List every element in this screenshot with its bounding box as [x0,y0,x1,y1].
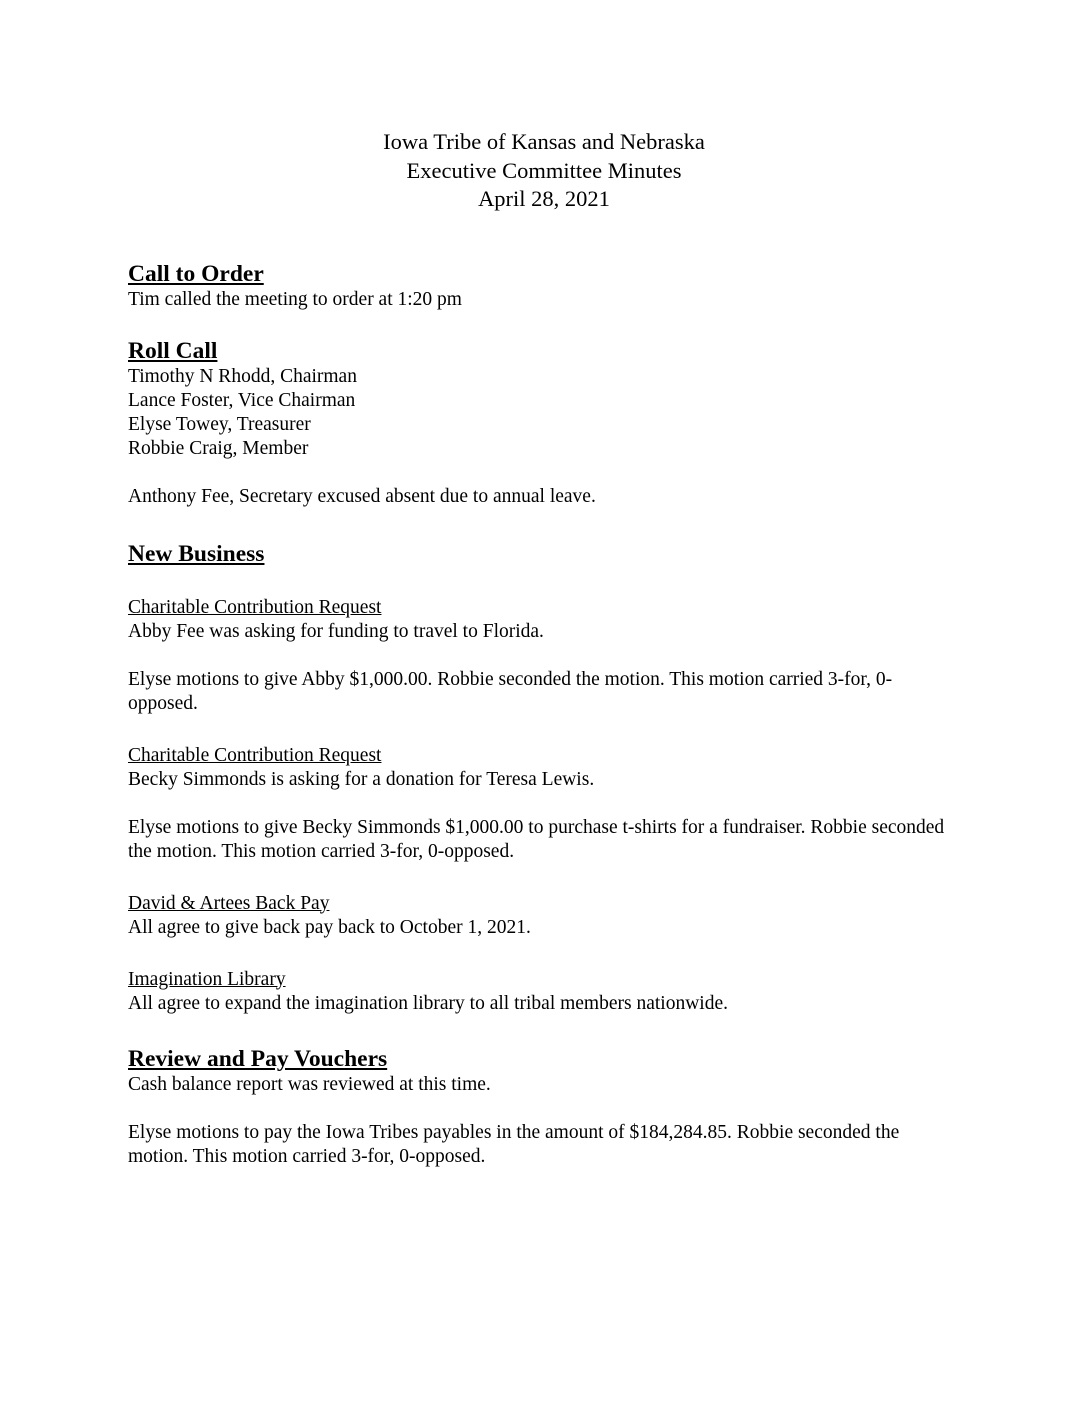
subheading-charitable-contribution-1: Charitable Contribution Request [128,596,382,618]
heading-roll-call: Roll Call [128,337,218,364]
document-title-block [128,128,960,214]
roll-call-member: Elyse Towey, Treasurer [128,413,311,435]
review-vouchers-body: Cash balance report was reviewed at this time. [128,1073,491,1095]
heading-review-and-pay-vouchers: Review and Pay Vouchers [128,1045,388,1072]
document-title-line-3: April 28, 2021 [478,186,610,211]
subheading-charitable-contribution-2: Charitable Contribution Request [128,744,382,766]
new-business-item-body: All agree to give back pay back to October 1, 2021. [128,916,531,938]
roll-call-member: Timothy N Rhodd, Chairman [128,365,357,387]
roll-call-member: Lance Foster, Vice Chairman [128,389,356,411]
subheading-david-artees-back-pay: David & Artees Back Pay [128,892,330,914]
new-business-item-body: All agree to expand the imagination library to all tribal members nationwide. [128,992,728,1014]
new-business-item-motion: Elyse motions to give Abby $1,000.00. Robbie seconded the motion. This motion carried 3-for, 0-opposed. [128,668,893,714]
document-title-line-1: Iowa Tribe of Kansas and Nebraska [383,129,705,154]
new-business-item-motion: Elyse motions to give Becky Simmonds $1,000.00 to purchase t-shirts for a fundraiser. Robbie seconded the motion. This motion carried 3-for, 0-opposed. [128,816,945,862]
new-business-item-body: Abby Fee was asking for funding to travel to Florida. [128,620,544,642]
heading-new-business: New Business [128,540,265,567]
review-vouchers-motion: Elyse motions to pay the Iowa Tribes payables in the amount of $184,284.85. Robbie seconded the motion. This motion carried 3-for, 0-opposed. [128,1121,900,1167]
roll-call-absent-note: Anthony Fee, Secretary excused absent due to annual leave. [128,485,596,507]
new-business-item-body: Becky Simmonds is asking for a donation for Teresa Lewis. [128,768,595,790]
document-title-line-2: Executive Committee Minutes [406,157,682,183]
heading-call-to-order: Call to Order [128,260,264,287]
roll-call-member: Robbie Craig, Member [128,437,309,459]
call-to-order-body: Tim called the meeting to order at 1:20 pm [128,288,462,310]
subheading-imagination-library: Imagination Library [128,968,286,990]
